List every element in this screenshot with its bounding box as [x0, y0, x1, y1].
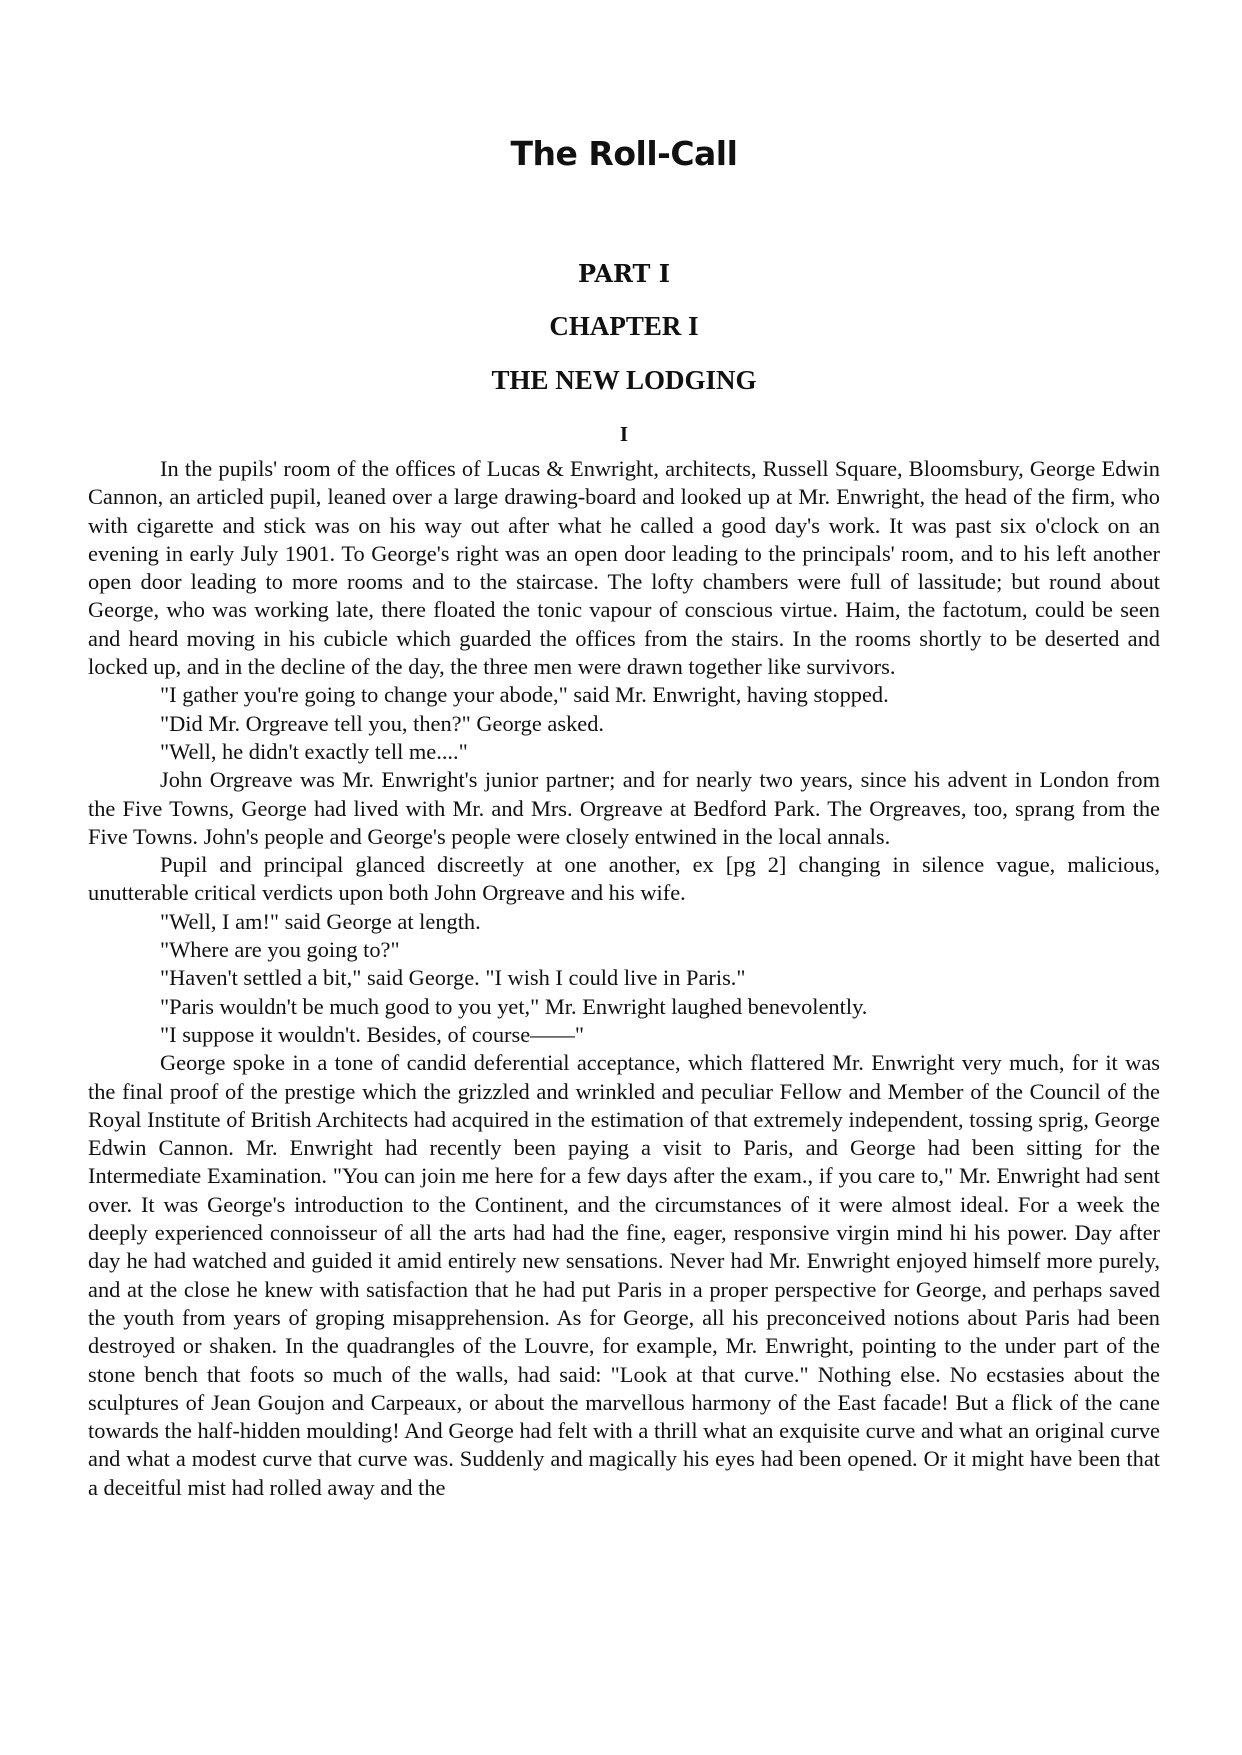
- paragraph: John Orgreave was Mr. Enwright's junior partner; and for nearly two years, since his advent in London from the Five Towns, George had lived with Mr. and Mrs. Orgreave at Bedford Park. The Orgreaves, too, sprang from the Five Towns. John's people and George's people were closely entwined in the local annals.: [88, 767, 1160, 849]
- paragraph: "I suppose it wouldn't. Besides, of course——": [160, 1021, 585, 1047]
- part-heading: PART I: [578, 259, 670, 288]
- paragraph: Pupil and principal glanced discreetly at one another, ex [pg 2] changing in silence vague, malicious, unutterable critical verdicts upon both John Orgreave and his wife.: [88, 852, 1160, 906]
- section-number: I: [619, 422, 629, 446]
- paragraph: "Did Mr. Orgreave tell you, then?" George asked.: [160, 710, 604, 736]
- book-title: The Roll-Call: [510, 134, 738, 173]
- paragraph: "I gather you're going to change your abode," said Mr. Enwright, having stopped.: [160, 682, 889, 708]
- chapter-title: THE NEW LODGING: [491, 365, 757, 395]
- paragraph: George spoke in a tone of candid deferential acceptance, which flattered Mr. Enwright very much, for it was the final proof of the prestige which the grizzled and wrinkled and peculiar Fellow and Member of the Council of the Royal Institute of British Architects had acquired in the estimation of that extremely independent, tossing sprig, George Edwin Cannon. Mr. Enwright had recently been paying a visit to Paris, and George had been sitting for the Intermediate Examination. "You can join me here for a few days after the exam., if you care to," Mr. Enwright had sent over. It was George's introduction to the Continent, and the circumstances of it were almost ideal. For a week the deeply experienced connoisseur of all the arts had had the fine, eager, responsive virgin mind hi his power. Day after day he had watched and guided it amid entirely new sensations. Never had Mr. Enwright enjoyed himself more purely, and at the close he knew with satisfaction that he had put Paris in a proper perspective for George, and perhaps saved the youth from years of groping misapprehension. As for George, all his preconceived notions about Paris had been destroyed or shaken. In the quadrangles of the Louvre, for example, Mr. Enwright, pointing to the under part of the stone bench that foots so much of the walls, had said: "Look at that curve." Nothing else. No ecstasies about the sculptures of Jean Goujon and Carpeaux, or about the marvellous harmony of the East facade! But a flick of the cane towards the half-hidden moulding! And George had felt with a thrill what an exquisite curve and what an original curve and what a modest curve that curve was. Suddenly and magically his eyes had been opened. Or it might have been that a deceitful mist had rolled away and the: [88, 1050, 1160, 1500]
- paragraph: "Where are you going to?": [160, 937, 400, 963]
- chapter-heading: CHAPTER I: [549, 311, 699, 341]
- body-text: [88, 455, 1160, 1502]
- paragraph: "Well, I am!" said George at length.: [160, 908, 481, 934]
- paragraph: In the pupils' room of the offices of Lucas & Enwright, architects, Russell Square, Bloomsbury, George Edwin Cannon, an articled pupil, leaned over a large drawing-board and looked up at Mr. Enwright, the head of the firm, who with cigarette and stick was on his way out after what he called a good day's work. It was past six o'clock on an evening in early July 1901. To George's right was an open door leading to the principals' room, and to his left another open door leading to more rooms and to the staircase. The lofty chambers were full of lassitude; but round about George, who was working late, there floated the tonic vapour of conscious virtue. Haim, the factotum, could be seen and heard moving in his cubicle which guarded the offices from the stairs. In the rooms shortly to be deserted and locked up, and in the decline of the day, the three men were drawn together like survivors.: [88, 456, 1160, 680]
- paragraph: "Paris wouldn't be much good to you yet," Mr. Enwright laughed benevolently.: [160, 993, 868, 1019]
- paragraph: "Well, he didn't exactly tell me....": [160, 738, 468, 764]
- paragraph: "Haven't settled a bit," said George. "I wish I could live in Paris.": [160, 965, 746, 991]
